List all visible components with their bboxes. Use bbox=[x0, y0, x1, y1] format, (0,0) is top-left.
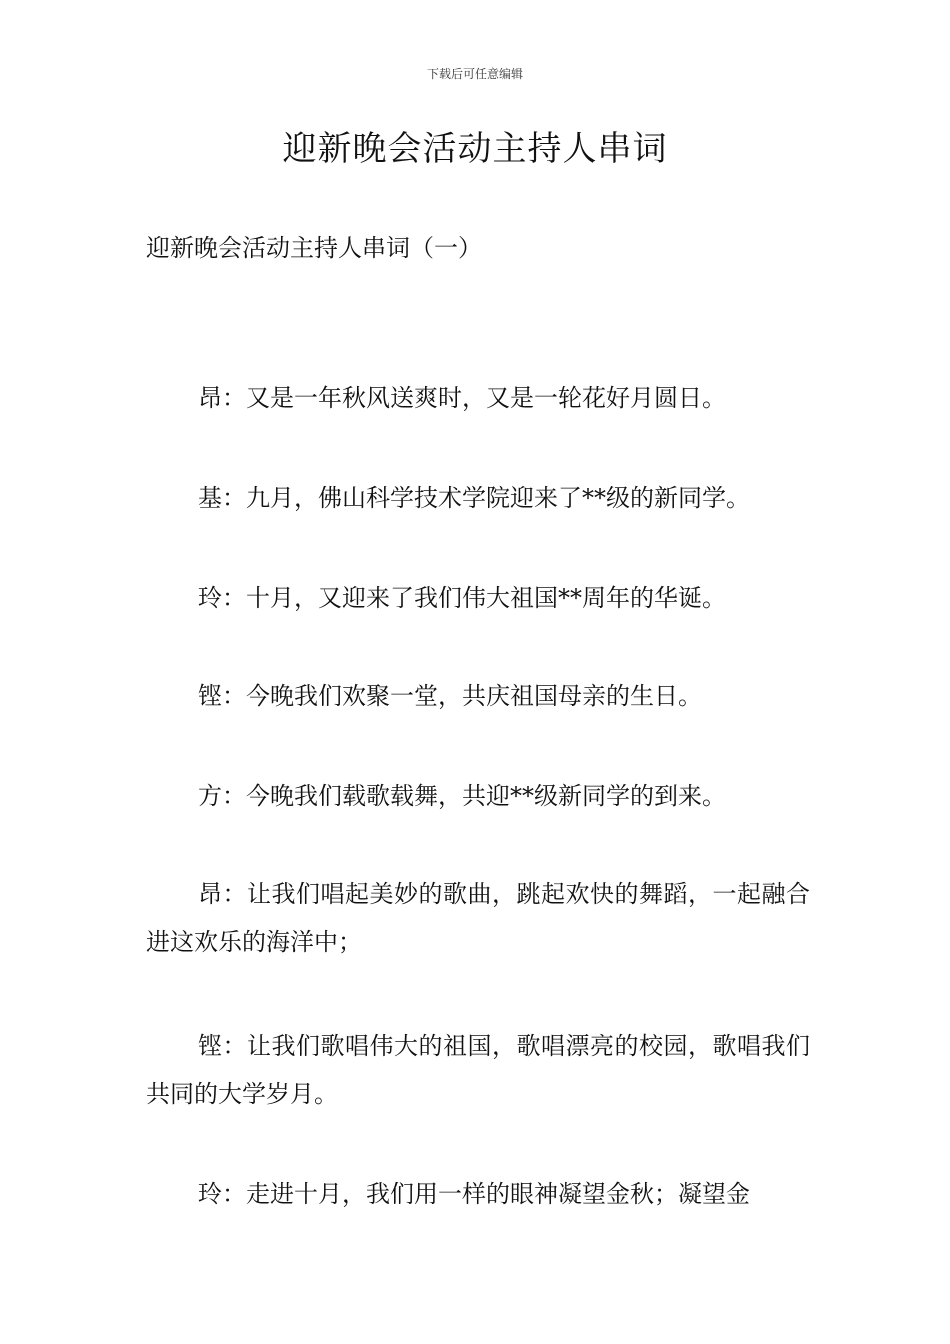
paragraph-7: 铿：让我们歌唱伟大的祖国，歌唱漂亮的校园，歌唱我们共同的大学岁月。 bbox=[146, 1032, 810, 1108]
section-heading: 迎新晚会活动主持人串词（一） bbox=[146, 234, 482, 262]
header-note: 下载后可任意编辑 bbox=[426, 67, 523, 81]
document-title: 迎新晚会活动主持人串词 bbox=[282, 129, 668, 169]
paragraph-5: 方：今晚我们载歌载舞，共迎**级新同学的到来。 bbox=[198, 782, 726, 810]
paragraph-3: 玲：十月，又迎来了我们伟大祖国**周年的华诞。 bbox=[198, 584, 726, 612]
paragraph-2: 基：九月，佛山科学技术学院迎来了**级的新同学。 bbox=[198, 484, 750, 512]
paragraph-6: 昂：让我们唱起美妙的歌曲，跳起欢快的舞蹈，一起融合进这欢乐的海洋中； bbox=[146, 880, 810, 956]
paragraph-8: 玲：走进十月，我们用一样的眼神凝望金秋；凝望金 bbox=[198, 1180, 750, 1208]
paragraph-4: 铿：今晚我们欢聚一堂，共庆祖国母亲的生日。 bbox=[198, 682, 702, 710]
paragraph-1: 昂：又是一年秋风送爽时，又是一轮花好月圆日。 bbox=[198, 384, 726, 412]
